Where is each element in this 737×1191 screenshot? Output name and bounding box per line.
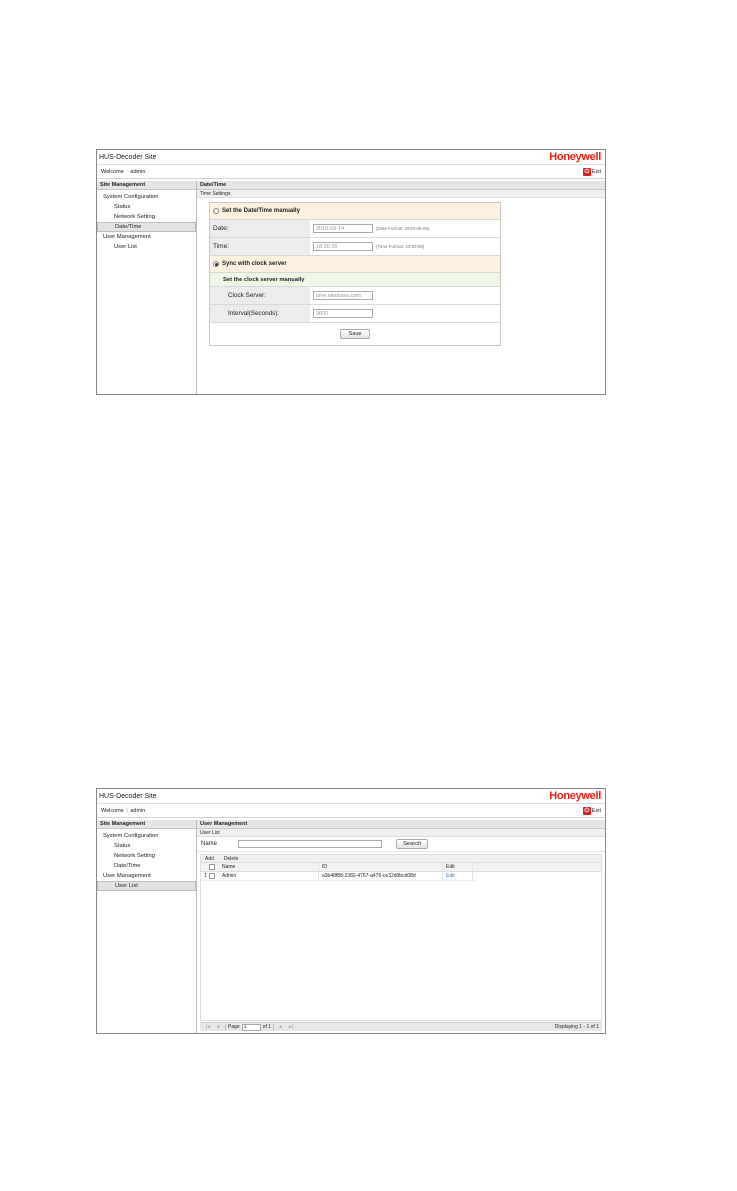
column-edit[interactable]: Edit	[443, 863, 473, 871]
sync-option-label: Sync with clock server	[222, 261, 287, 267]
pager-divider	[225, 1024, 226, 1030]
interval-field[interactable]: 3600	[313, 309, 373, 318]
search-row	[197, 837, 605, 852]
page-input[interactable]: 1	[242, 1024, 261, 1031]
user-id: a3b48f88-2382-4767-a476-ce32d0bcd08d	[319, 872, 443, 880]
honeywell-logo: Honeywell	[549, 790, 601, 802]
manual-option-row[interactable]	[210, 203, 500, 220]
sidebar-header: Site Management	[97, 820, 196, 829]
panel-title: User Management	[197, 820, 605, 829]
row-checkbox[interactable]	[209, 873, 215, 879]
sync-radio[interactable]	[213, 261, 219, 267]
name-label: Name	[201, 841, 218, 847]
sidebar-item-date-time[interactable]: Date/Time	[114, 863, 141, 869]
date-format-hint: (Date Format: 2010-08-05)	[376, 226, 430, 231]
display-count: Displaying 1 - 1 of 1	[554, 1024, 599, 1030]
user-grid	[200, 854, 602, 1021]
main-panel	[197, 181, 605, 394]
welcome-separator: :	[126, 168, 128, 175]
sidebar-item-network-setting[interactable]: Network Setting	[114, 853, 155, 859]
first-page-icon[interactable]: |◂	[206, 1024, 210, 1030]
top-bar	[97, 150, 605, 165]
main-panel	[197, 820, 605, 1033]
row-number: 1	[204, 873, 207, 879]
time-row	[210, 238, 500, 256]
table-row[interactable]	[201, 872, 476, 881]
sidebar-item-user-list[interactable]: User List	[114, 244, 137, 250]
welcome-user: admin	[130, 168, 146, 175]
interval-row	[210, 305, 500, 323]
sidebar-nav	[97, 190, 196, 252]
power-icon: ⏻	[584, 168, 590, 175]
manual-option-label: Set the Date/Time manually	[222, 208, 300, 214]
content-area	[97, 181, 605, 394]
sidebar-item-user-management[interactable]: User Management	[103, 873, 151, 879]
save-row	[210, 323, 500, 345]
search-button[interactable]: Search	[396, 839, 428, 849]
exit-label: Exit	[591, 807, 601, 814]
sidebar-item-network-setting[interactable]: Network Setting	[114, 214, 155, 220]
welcome-label: Welcome	[101, 168, 124, 175]
section-title: User List	[197, 829, 605, 837]
sidebar	[97, 181, 197, 394]
welcome-bar	[97, 165, 605, 179]
welcome-label: Welcome	[101, 807, 124, 814]
sidebar-nav	[97, 829, 196, 891]
welcome-separator: |	[126, 807, 128, 814]
interval-label: Interval(Seconds):	[210, 305, 310, 322]
clock-server-label: Clock Server:	[210, 287, 310, 304]
time-label: Time:	[210, 238, 310, 255]
honeywell-logo: Honeywell	[549, 151, 601, 163]
sidebar	[97, 820, 197, 1033]
exit-button[interactable]	[583, 168, 601, 176]
sidebar-item-system-configuration[interactable]: System Configuration	[103, 194, 159, 200]
time-settings-form	[209, 202, 501, 346]
prev-page-icon[interactable]: ◂	[216, 1024, 220, 1030]
top-bar	[97, 789, 605, 804]
column-name[interactable]: Name	[220, 863, 319, 871]
user-name: Admin	[220, 872, 319, 880]
exit-button[interactable]	[583, 807, 601, 815]
section-title: Time Settings	[197, 190, 605, 198]
content-area	[97, 820, 605, 1033]
clock-server-row	[210, 287, 500, 305]
clock-server-field[interactable]: time.windows.com	[313, 291, 373, 300]
column-id[interactable]: ID	[319, 863, 443, 871]
add-button[interactable]: Add	[205, 856, 214, 862]
sidebar-item-system-configuration[interactable]: System Configuration	[103, 833, 159, 839]
site-title: HUS-Decoder Site	[99, 792, 157, 800]
sidebar-item-status[interactable]: Status	[114, 843, 131, 849]
time-field[interactable]: 18:36:36	[313, 242, 373, 251]
name-search-input[interactable]	[238, 840, 382, 848]
panel-title: Date/Time	[197, 181, 605, 190]
welcome-user: admin	[130, 807, 146, 814]
delete-button[interactable]: Delete	[223, 856, 239, 862]
date-label: Date:	[210, 220, 310, 237]
datetime-screenshot	[96, 149, 606, 395]
sidebar-item-user-management[interactable]: User Management	[103, 234, 151, 240]
manual-radio[interactable]	[213, 208, 219, 214]
welcome-text	[101, 808, 145, 814]
next-page-icon[interactable]: ▸	[279, 1024, 283, 1030]
save-button[interactable]: Save	[340, 329, 369, 339]
pager-divider	[273, 1024, 274, 1030]
date-field[interactable]: 2015-09-14	[313, 224, 373, 233]
page-label: Page	[228, 1024, 240, 1030]
pager	[200, 1022, 602, 1031]
last-page-icon[interactable]: ▸|	[289, 1024, 293, 1030]
sync-option-row[interactable]	[210, 256, 500, 273]
welcome-text	[101, 169, 145, 175]
sidebar-item-date-time[interactable]: Date/Time	[97, 222, 196, 232]
userlist-screenshot	[96, 788, 606, 1034]
time-format-hint: (Time Format: 23:59:59)	[376, 244, 425, 249]
power-icon: ⏻	[584, 807, 590, 814]
sidebar-item-status[interactable]: Status	[114, 204, 131, 210]
date-row	[210, 220, 500, 238]
exit-label: Exit	[591, 168, 601, 175]
server-manual-title: Set the clock server manually	[210, 273, 500, 287]
sidebar-item-user-list[interactable]: User List	[97, 881, 196, 891]
site-title: HUS-Decoder Site	[99, 153, 157, 161]
grid-header	[201, 863, 601, 872]
welcome-bar	[97, 804, 605, 818]
select-all-checkbox[interactable]	[209, 864, 215, 870]
sidebar-header: Site Management	[97, 181, 196, 190]
edit-link[interactable]: Edit	[446, 873, 455, 879]
page-of-label: of 1	[262, 1024, 272, 1030]
grid-toolbar	[201, 855, 601, 863]
